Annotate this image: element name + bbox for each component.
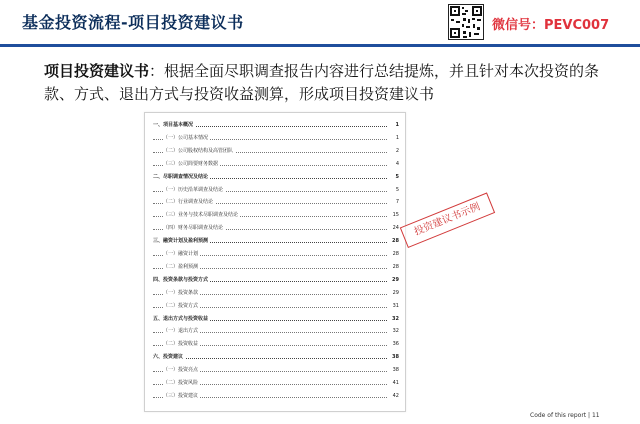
toc-label: （三）投资建议 [163, 390, 200, 402]
toc-page-number: 2 [394, 145, 399, 157]
toc-page-number: 41 [391, 377, 399, 389]
page-title: 基金投资流程-项目投资建议书 [22, 13, 244, 32]
slide-header [0, 0, 640, 44]
toc-row [153, 209, 399, 221]
toc-label: 四、投资条款与投资方式 [153, 274, 210, 286]
intro-lead: 项目投资建议书 [44, 62, 150, 80]
toc-label: （二）投资方式 [163, 300, 200, 312]
toc-label: （二）盈利预测 [163, 261, 200, 273]
toc-page-number: 1 [394, 132, 399, 144]
toc-page-number: 28 [391, 248, 399, 260]
toc-page-number: 38 [390, 351, 399, 363]
toc-label: （三）公司简要财务数据 [163, 158, 220, 170]
footer-text: Code of this report | 11 [530, 412, 600, 419]
toc-label: （一）公司基本情况 [163, 132, 210, 144]
toc-row [153, 132, 399, 144]
toc-label: （一）退出方式 [163, 325, 200, 337]
toc-label: （一）融资计划 [163, 248, 200, 260]
toc-row [153, 119, 399, 131]
toc-row [153, 235, 399, 247]
toc-page-number: 38 [391, 364, 399, 376]
toc-page-number: 28 [390, 235, 399, 247]
toc-label: （二）行业调查及结论 [163, 196, 215, 208]
toc-row [153, 145, 399, 157]
toc-page-number: 15 [391, 209, 399, 221]
toc-row [153, 274, 399, 286]
toc-row [153, 158, 399, 170]
wechat-id: 微信号：PEVC007 [492, 18, 610, 33]
toc-label: （一）历史沿革调查及结论 [163, 184, 225, 196]
toc-leader-dots [153, 358, 387, 359]
toc-page-number: 5 [394, 171, 399, 183]
toc-label: （二）投资收益 [163, 338, 200, 350]
toc-page-number: 1 [394, 119, 399, 131]
toc-row [153, 313, 399, 325]
toc-page-number: 36 [391, 338, 399, 350]
toc-label: 一、项目基本概况 [153, 119, 195, 131]
toc-row [153, 364, 399, 376]
toc-label: （一）投资条款 [163, 287, 200, 299]
toc-row [153, 222, 399, 234]
toc-label: （三）业务与技术尽职调查及结论 [163, 209, 240, 221]
toc-row [153, 171, 399, 183]
toc-label: （二）投资风险 [163, 377, 200, 389]
intro-text: ：根据全面尽职调查报告内容进行总结提炼，并且针对本次投资的条款、方式、退出方式与投资收益测算，形成项目投资建议书 [44, 62, 600, 103]
toc-row [153, 325, 399, 337]
toc-page-number: 32 [391, 325, 399, 337]
toc-page-number: 32 [390, 313, 399, 325]
header-divider [0, 44, 640, 47]
toc-label: （二）公司股权结构及高管团队 [163, 145, 235, 157]
intro-paragraph [44, 60, 604, 106]
toc-label: 六、投资建议 [153, 351, 185, 363]
toc-label: 三、融资计划及盈利预测 [153, 235, 210, 247]
toc-label: （四）财务尽职调查及结论 [163, 222, 225, 234]
toc-label: 五、退出方式与投资收益 [153, 313, 210, 325]
qr-code-icon [448, 4, 484, 40]
toc-row [153, 248, 399, 260]
sample-stamp: 投资建议书示例 [400, 192, 495, 248]
toc-page-number: 28 [391, 261, 399, 273]
toc-row [153, 184, 399, 196]
toc-row [153, 377, 399, 389]
toc-page-number: 7 [394, 196, 399, 208]
toc-page-number: 29 [390, 274, 399, 286]
toc-row [153, 287, 399, 299]
toc-row [153, 390, 399, 402]
document-preview [144, 112, 406, 412]
toc-label: （一）投资亮点 [163, 364, 200, 376]
toc-page-number: 31 [391, 300, 399, 312]
toc-page-number: 4 [394, 158, 399, 170]
toc-page-number: 42 [391, 390, 399, 402]
toc-row [153, 351, 399, 363]
toc-row [153, 300, 399, 312]
toc-row [153, 261, 399, 273]
toc-page-number: 5 [394, 184, 399, 196]
toc-row [153, 196, 399, 208]
toc-row [153, 338, 399, 350]
toc-page-number: 24 [391, 222, 399, 234]
toc-page-number: 29 [391, 287, 399, 299]
toc-label: 二、尽职调查情况及结论 [153, 171, 210, 183]
